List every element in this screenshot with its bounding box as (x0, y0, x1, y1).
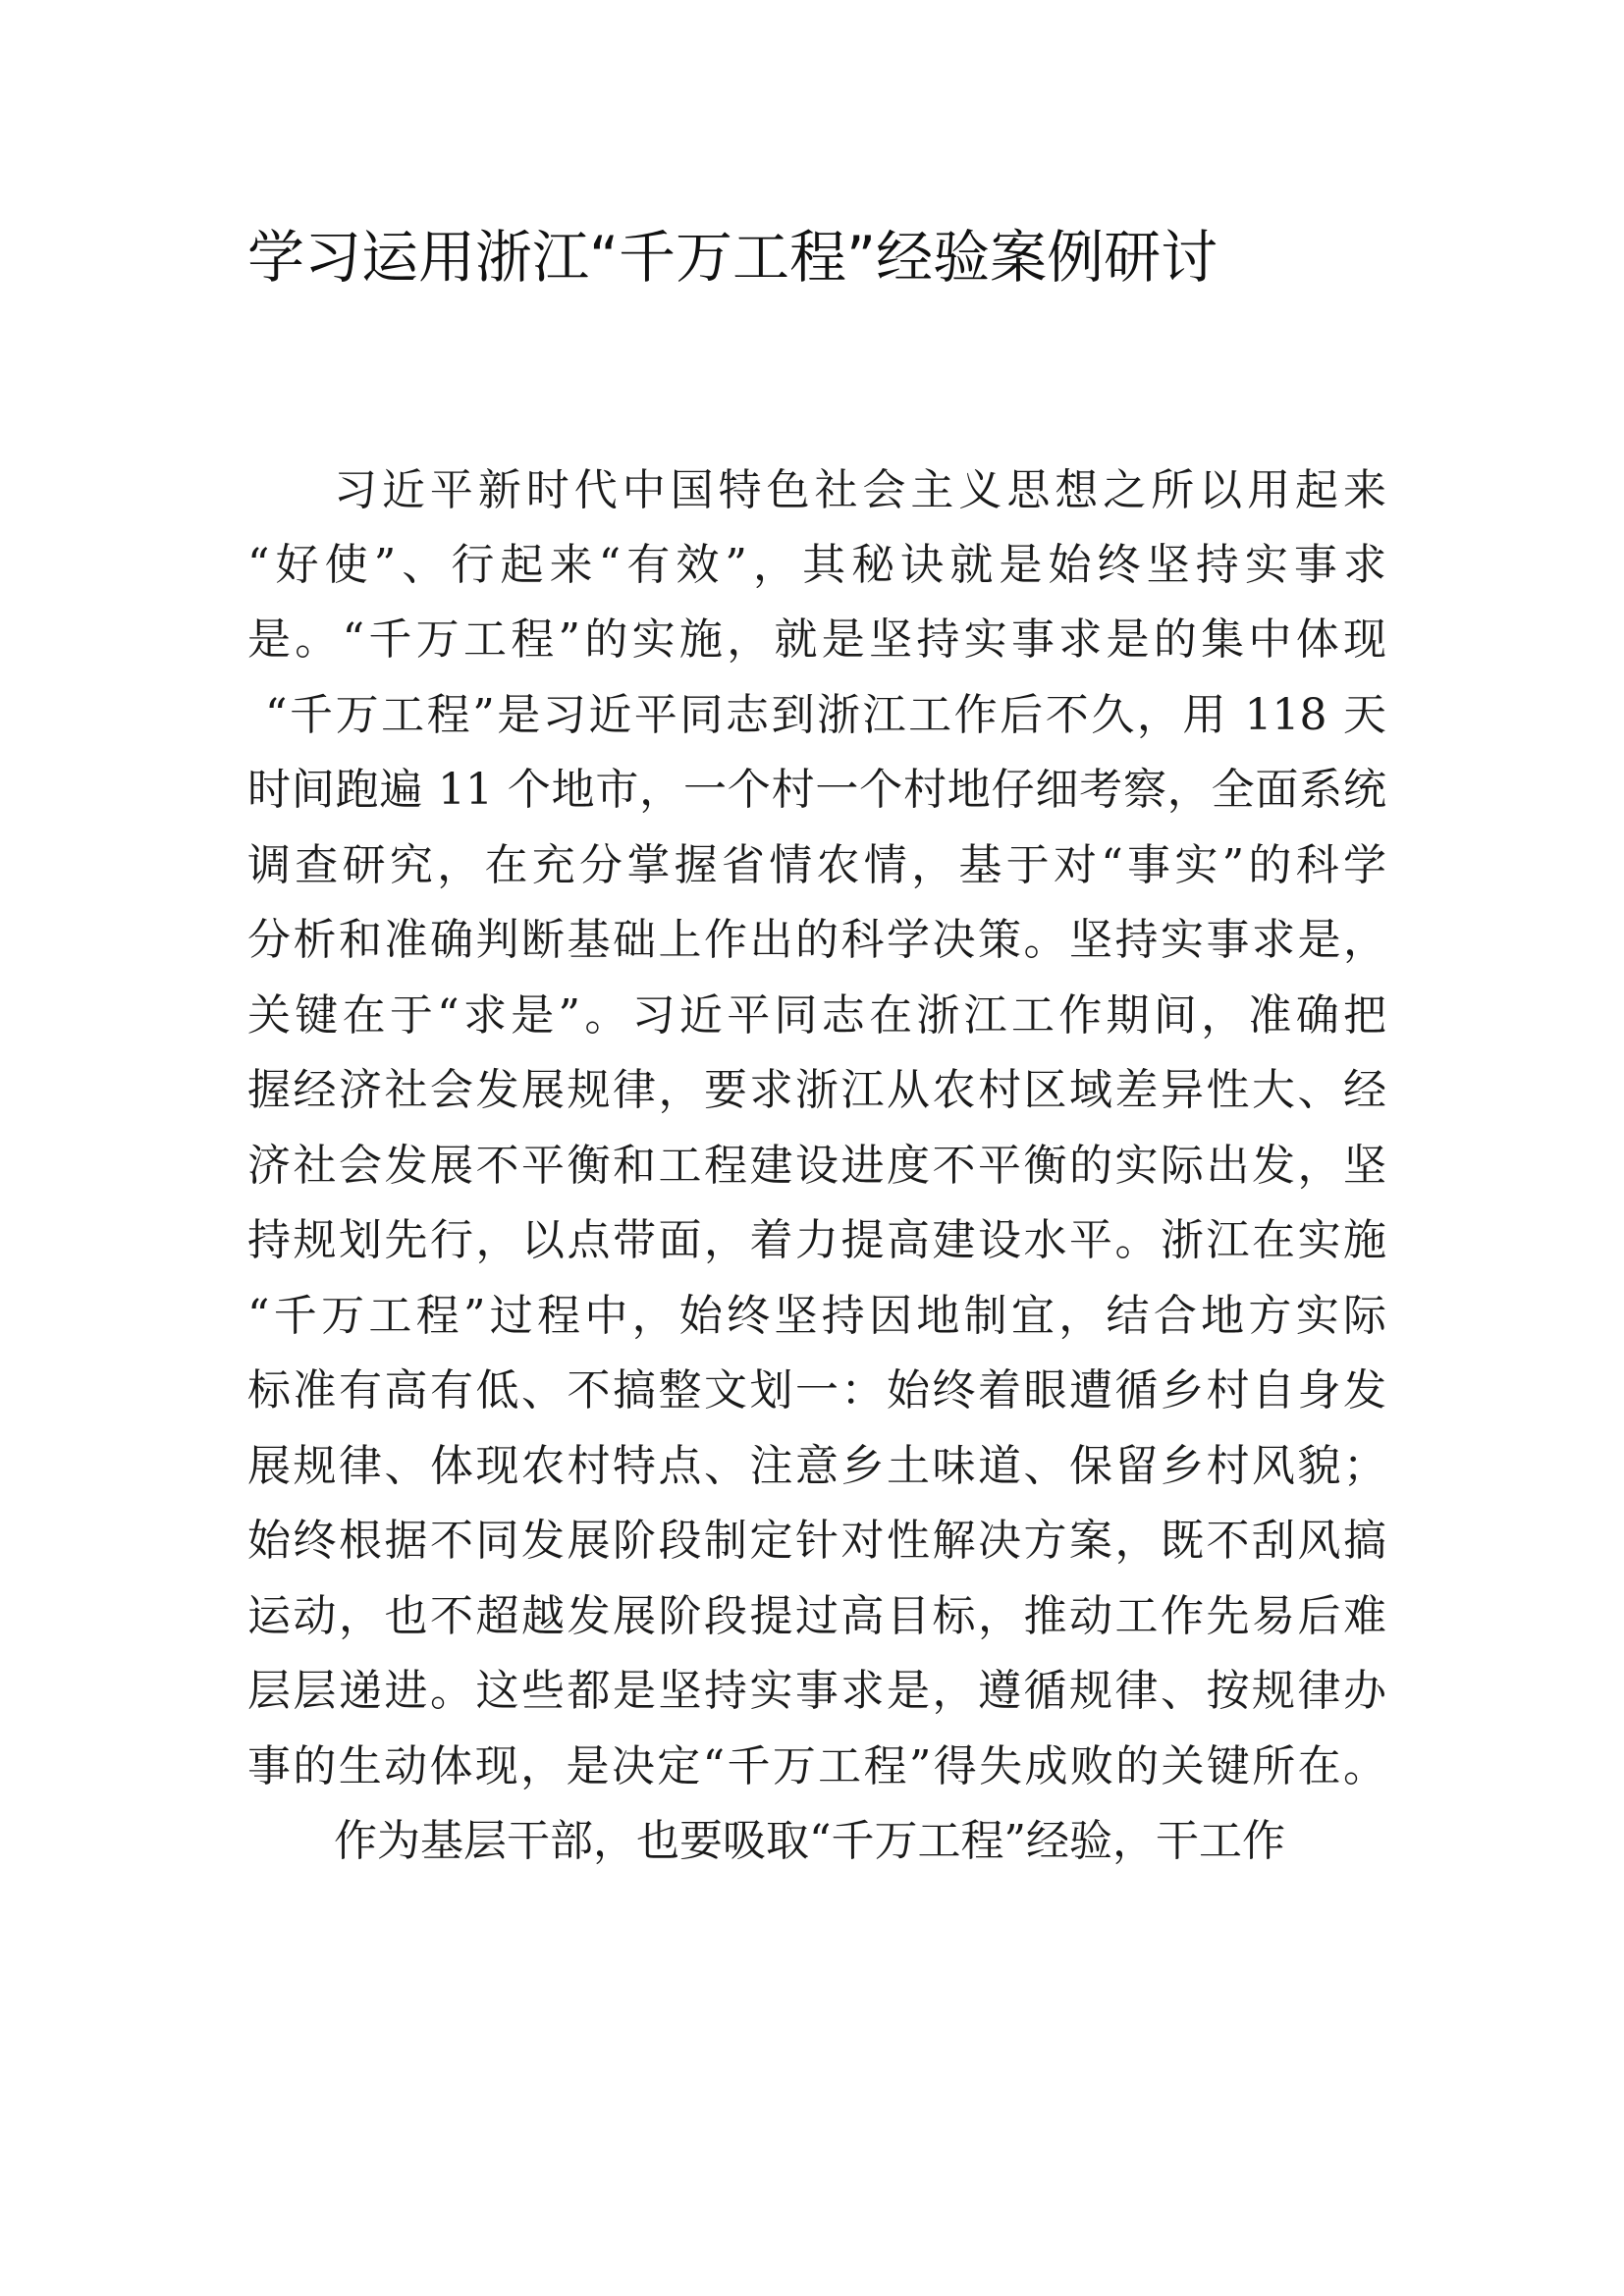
body-line-8: 关键在于“求是”。习近平同志在浙江工作期间，准确把 (247, 990, 1386, 1041)
body-line-11: 持规划先行，以点带面，着力提高建设水平。浙江在实施 (247, 1215, 1386, 1265)
body-line-3: 是。“千万工程”的实施，就是坚持实事求是的集中体现 (247, 614, 1386, 665)
body-line-19: 作为基层干部，也要吸取“千万工程”经验，干工作 (334, 1816, 1285, 1866)
body-line-17: 层层递进。这些都是坚持实事求是，遵循规律、按规律办 (247, 1666, 1386, 1716)
body-line-10: 济社会发展不平衡和工程建设进度不平衡的实际出发，坚 (247, 1141, 1386, 1191)
body-line-4: “千万工程”是习近平同志到浙江工作后不久，用 118 天 (265, 690, 1386, 740)
body-line-5: 时间跑遍 11 个地市，一个村一个村地仔细考察，全面系统 (247, 765, 1386, 815)
body-line-2: “好使”、行起来“有效”，其秘诀就是始终坚持实事求 (247, 540, 1386, 590)
body-line-18: 事的生动体现，是决定“千万工程”得失成败的关键所在。 (247, 1741, 1386, 1791)
body-line-1: 习近平新时代中国特色社会主义思想之所以用起来 (334, 465, 1386, 515)
body-line-15: 始终根据不同发展阶段制定针对性解决方案，既不刮风搞 (247, 1516, 1386, 1566)
body-line-9: 握经济社会发展规律，要求浙江从农村区域差异性大、经 (247, 1065, 1386, 1115)
body-line-13: 标准有高有低、不搞整文划一：始终着眼遭循乡村自身发 (247, 1365, 1386, 1415)
body-line-14: 展规律、体现农村特点、注意乡土味道、保留乡村风貌； (247, 1441, 1386, 1491)
body-line-16: 运动，也不超越发展阶段提过高目标，推动工作先易后难 (247, 1591, 1386, 1641)
body-line-7: 分析和准确判断基础上作出的科学决策。坚持实事求是， (247, 915, 1386, 965)
document-title: 学习运用浙江“千万工程”经验案例研讨 (247, 224, 1218, 291)
body-line-6: 调查研究，在充分掌握省情农情，基于对“事实”的科学 (247, 840, 1386, 890)
body-line-12: “千万工程”过程中，始终坚持因地制宜，结合地方实际 (247, 1291, 1386, 1341)
